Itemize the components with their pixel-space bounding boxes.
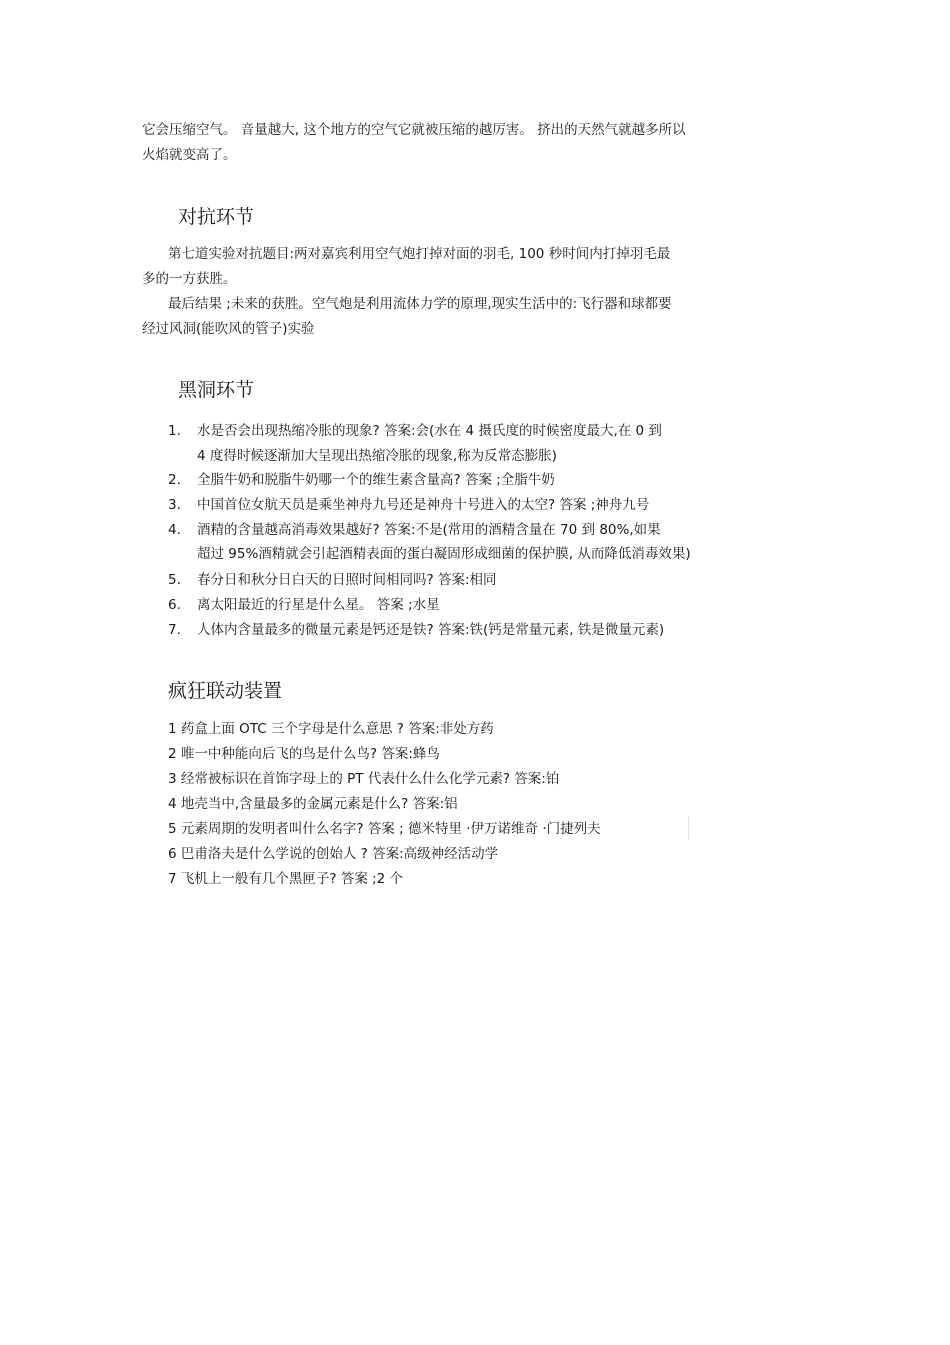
intro-line-1: 它会压缩空气。 音量越大, 这个地方的空气它就被压缩的越厉害。 挤出的天然气就越多所以	[142, 122, 686, 138]
list-item-number: 7.	[168, 622, 181, 638]
list-item-text: 中国首位女航天员是乘坐神舟九号还是神舟十号进入的太空? 答案 ;神舟九号	[197, 497, 650, 513]
list-item-text: 全脂牛奶和脱脂牛奶哪一个的维生素含量高? 答案 ;全脂牛奶	[197, 472, 555, 488]
list-item-text-continued: 4 度得时候逐渐加大呈现出热缩冷胀的现象,称为反常态膨胀)	[197, 448, 557, 464]
list-item: 6 巴甫洛夫是什么学说的创始人 ? 答案:高级神经活动学	[168, 846, 499, 862]
list-item: 7 飞机上一般有几个黑匣子? 答案 ;2 个	[168, 871, 404, 887]
intro-line-2: 火焰就变高了。	[142, 147, 237, 163]
duikang-p2-line-2: 经过风洞(能吹风的管子)实验	[142, 321, 315, 337]
list-item-text: 春分日和秋分日白天的日照时间相同吗? 答案:相同	[197, 572, 497, 588]
list-item-number: 4.	[168, 522, 181, 538]
section-heading-fengkuang: 疯狂联动装置	[168, 680, 283, 702]
list-item-number: 6.	[168, 597, 181, 613]
duikang-p1-line-1: 第七道实验对抗题目:两对嘉宾利用空气炮打掉对面的羽毛, 100 秒时间内打掉羽毛最	[168, 246, 671, 262]
list-item-number: 5.	[168, 572, 181, 588]
list-item: 5 元素周期的发明者叫什么名字? 答案 ; 德米特里 ·伊万诺维奇 ·门捷列夫	[168, 821, 601, 837]
list-item-number: 2.	[168, 472, 181, 488]
list-item-text: 酒精的含量越高消毒效果越好? 答案:不是(常用的酒精含量在 70 到 80%,如果	[197, 522, 661, 538]
list-item: 1 药盒上面 OTC 三个字母是什么意思 ? 答案:非处方药	[168, 721, 494, 737]
list-item: 3 经常被标识在首饰字母上的 PT 代表什么什么化学元素? 答案:铂	[168, 771, 560, 787]
section-heading-duikang: 对抗环节	[178, 206, 255, 228]
list-item-text: 人体内含量最多的微量元素是钙还是铁? 答案:铁(钙是常量元素, 铁是微量元素)	[197, 622, 665, 638]
list-item-number: 3.	[168, 497, 181, 513]
list-item: 4 地壳当中,含量最多的金属元素是什么? 答案:铝	[168, 796, 458, 812]
duikang-p1-line-2: 多的一方获胜。	[142, 271, 237, 287]
list-item-number: 1.	[168, 423, 181, 439]
list-item-text: 离太阳最近的行星是什么星。 答案 ;水星	[197, 597, 440, 613]
list-item-text-continued: 超过 95%酒精就会引起酒精表面的蛋白凝固形成细菌的保护膜, 从而降低消毒效果)	[197, 546, 691, 562]
list-item: 2 唯一中种能向后飞的鸟是什么鸟? 答案:蜂鸟	[168, 746, 440, 762]
list-item-text: 水是否会出现热缩冷胀的现象? 答案:会(水在 4 摄氏度的时候密度最大,在 0 到	[197, 423, 662, 439]
duikang-p2-line-1: 最后结果 ;未来的获胜。空气炮是利用流体力学的原理,现实生活中的:飞行器和球都要	[168, 296, 672, 312]
section-heading-heidong: 黑洞环节	[178, 379, 255, 401]
